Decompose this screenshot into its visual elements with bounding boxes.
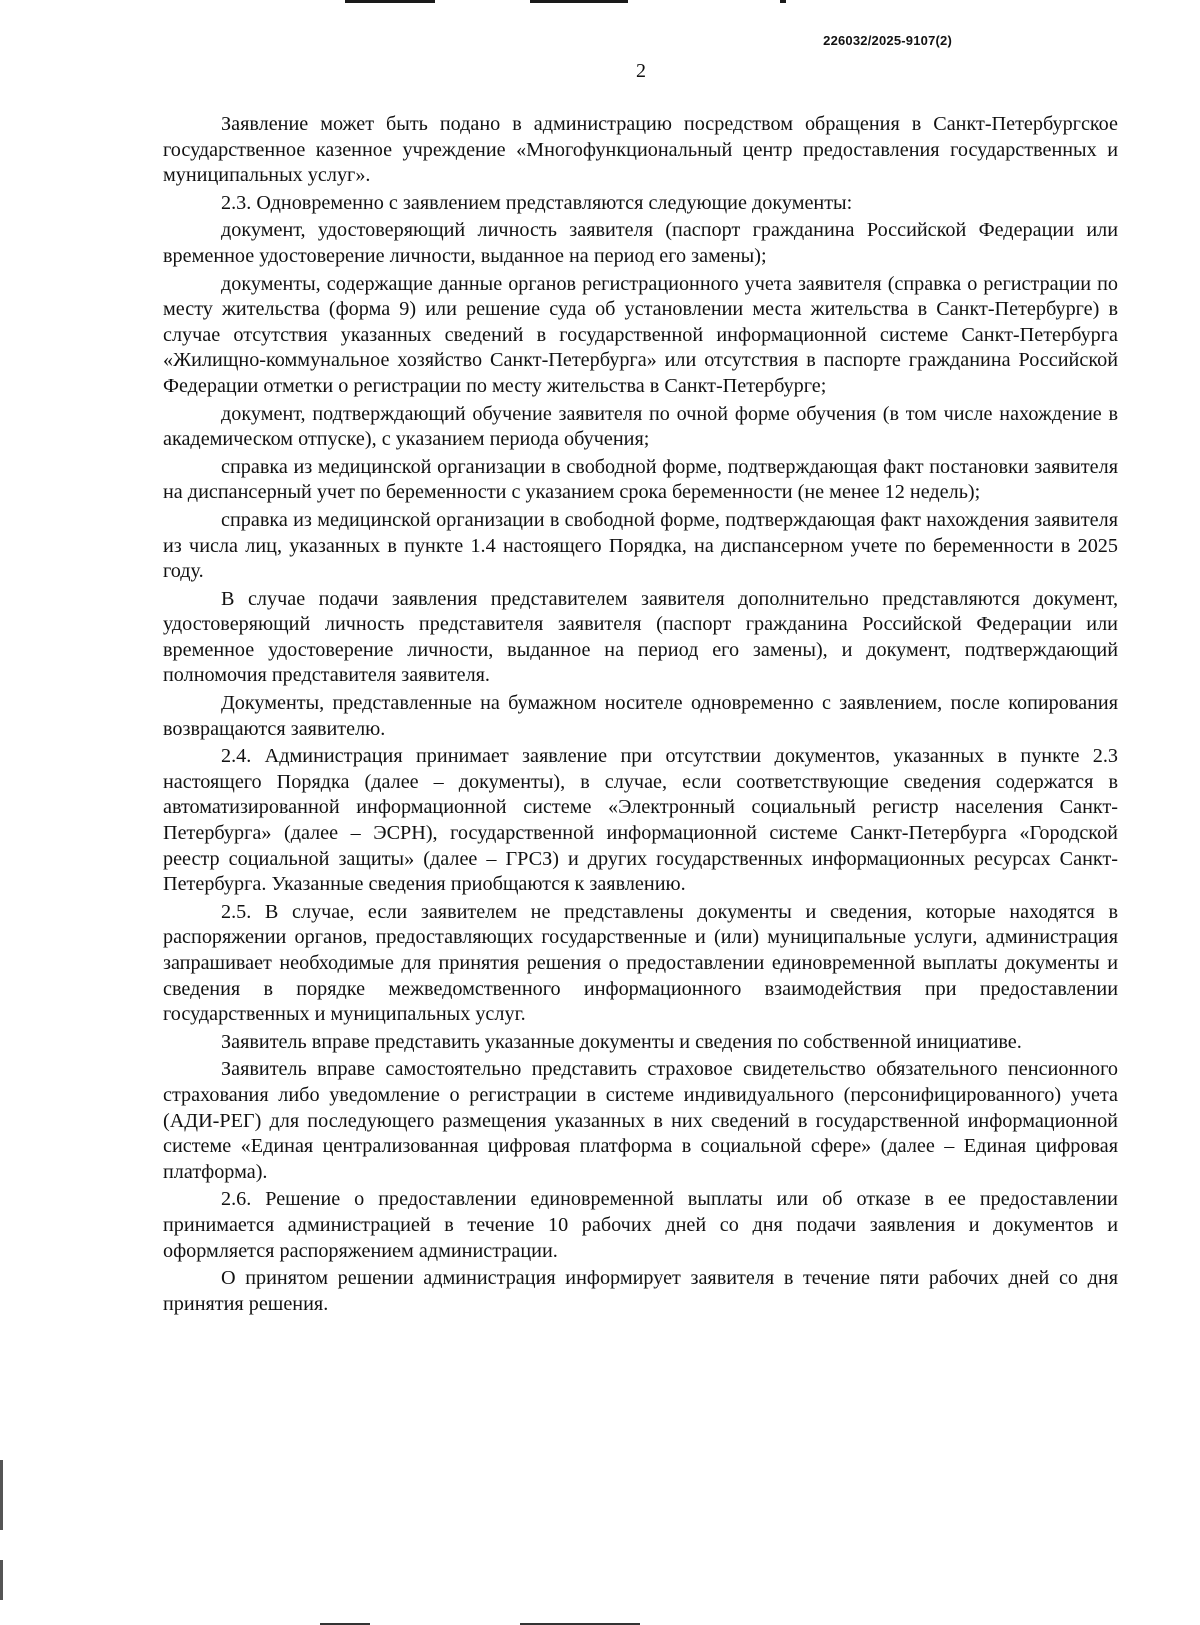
paragraph: Заявление может быть подано в администрацию посредством обращения в Санкт-Петербургское государственное казенное учреждение «Многофункциональный центр предоставления государственных и муниципальных услуг».: [163, 113, 1118, 187]
paragraph: 2.4. Администрация принимает заявление при отсутствии документов, указанных в пункте 2.3 настоящего Порядка (далее – документы), в случае, если соответствующие сведения содержатся в автоматизированной информационной системе «Электронный социальный регистр населения Санкт-Петербурга» (далее – ЭСРН), государственной информационной системе Санкт-Петербурга «Городской реестр социальной защиты» (далее – ГРСЗ) и других государственных информационных ресурсах Санкт-Петербурга. Указанные сведения приобщаются к заявлению.: [163, 745, 1118, 896]
document-id: 226032/2025-9107(2): [823, 33, 952, 48]
paragraph: Документы, представленные на бумажном носителе одновременно с заявлением, после копирования возвращаются заявителю.: [163, 692, 1118, 740]
paragraph: документы, содержащие данные органов регистрационного учета заявителя (справка о регистрации по месту жительства (форма 9) или решение суда об установлении места жительства в Санкт-Петербурге) в случае отсутствия указанных сведений в государственной информационной системе Санкт-Петербурга «Жилищно-коммунальное хозяйство Санкт-Петербурга» или отсутствия в паспорте гражданина Российской Федерации отметки о регистрации по месту жительства в Санкт-Петербурге;: [163, 272, 1118, 397]
paragraph: Заявитель вправе самостоятельно представить страховое свидетельство обязательного пенсионного страхования либо уведомление о регистрации в системе индивидуального (персонифицированного) учета (АДИ-РЕГ) для последующего размещения указанных в них сведений в государственной информационной системе «Единая централизованная цифровая платформа в социальной сфере» (далее – Единая цифровая платформа).: [163, 1058, 1118, 1183]
paragraph: справка из медицинской организации в свободной форме, подтверждающая факт постановки заявителя на диспансерный учет по беременности с указанием срока беременности (не менее 12 недель);: [163, 455, 1118, 504]
paragraph: В случае подачи заявления представителем заявителя дополнительно представляются документ, удостоверяющий личность представителя заявителя (паспорт гражданина Российской Федерации или временное удостоверение личности, выданное на период его замены), и документ, подтверждающий полномочия представителя заявителя.: [163, 587, 1118, 687]
paragraph: справка из медицинской организации в свободной форме, подтверждающая факт нахождения заявителя из числа лиц, указанных в пункте 1.4 настоящего Порядка, на диспансерном учете по беременности в 2025 году.: [163, 508, 1118, 583]
paragraph: 2.3. Одновременно с заявлением представляются следующие документы:: [221, 191, 853, 214]
paragraph: О принятом решении администрация информирует заявителя в течение пяти рабочих дней со дня принятия решения.: [163, 1267, 1118, 1315]
scan-artifact-top: [530, 0, 628, 3]
paragraph: 2.5. В случае, если заявителем не представлены документы и сведения, которые находятся в распоряжении органов, предоставляющих государственные и (или) муниципальные услуги, администрация запрашивает необходимые для принятия решения о предоставлении единовременной выплаты документы и сведения в порядке межведомственного информационного взаимодействия при предоставлении государственных и муниципальных услуг.: [163, 900, 1118, 1026]
paragraph: Заявитель вправе представить указанные документы и сведения по собственной инициативе.: [221, 1030, 1022, 1053]
scan-artifact-top: [345, 0, 435, 3]
scan-artifact-edge: [0, 1560, 3, 1600]
paragraph: 2.6. Решение о предоставлении единовременной выплаты или об отказе в ее предоставлении принимается администрацией в течение 10 рабочих дней со дня подачи заявления и документов и оформляется распоряжением администрации.: [163, 1188, 1118, 1262]
scan-artifact-top: [780, 0, 786, 3]
scan-artifact-edge: [0, 1460, 3, 1530]
document-body: [163, 112, 1118, 1317]
paragraph: документ, подтверждающий обучение заявителя по очной форме обучения (в том числе нахождение в академическом отпуске), с указанием периода обучения;: [163, 402, 1118, 451]
page-number: 2: [636, 60, 646, 82]
paragraph: документ, удостоверяющий личность заявителя (паспорт гражданина Российской Федерации или временное удостоверение личности, выданное на период его замены);: [163, 219, 1118, 267]
